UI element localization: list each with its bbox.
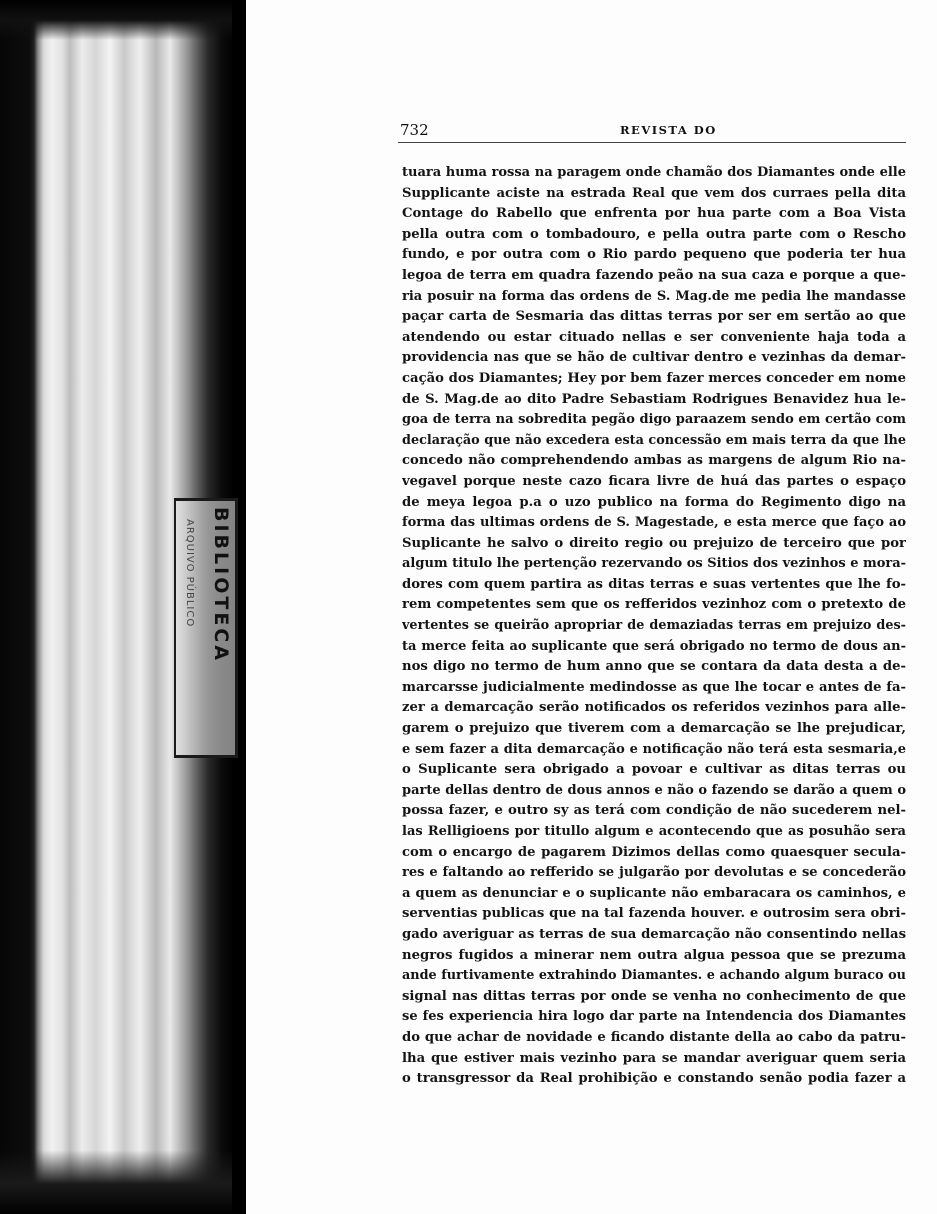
text-line: ta merce feita ao suplicante que será obrigado no termo de dous an- — [402, 638, 906, 654]
text-line: o Suplicante sera obrigado a povoar e cultivar as ditas terras ou — [402, 762, 906, 778]
text-line: tuara huma rossa na paragem onde chamão dos Diamantes onde elle — [402, 165, 906, 180]
body-text — [402, 163, 906, 1090]
text-line: nos digo no termo de hum anno que se contara da data desta a de- — [402, 659, 906, 675]
text-line: o transgressor da Real prohibição e constando senão podia fazer a — [402, 1071, 906, 1087]
text-line: signal nas dittas terras por onde se venha no conhecimento de que — [402, 988, 906, 1004]
library-stamp-subtext: ARQUIVO PÚBLICO — [184, 519, 195, 628]
text-line: e sem fazer a dita demarcação e notificação não terá esta sesmaria,e — [402, 741, 906, 757]
text-line: gado averiguar as terras de sua demarcação não consentindo nellas — [402, 926, 906, 942]
text-line: a quem as denunciar e o suplicante não embaracara os caminhos, e — [402, 885, 906, 901]
text-line: lha que estiver mais vezinho para se mandar averiguar quem seria — [402, 1050, 906, 1066]
header-rule — [398, 142, 906, 143]
text-line: serventias publicas que na tal fazenda houver. e outrosim sera obri- — [402, 906, 906, 922]
text-line: pella outra com o tombadouro, e pella outra parte com o Rescho — [402, 226, 906, 242]
text-line: Supplicante aciste na estrada Real que vem dos curraes pella dita — [402, 185, 906, 201]
text-line: do que achar de novidade e ficando distante della ao cabo da patru- — [402, 1029, 906, 1045]
text-line: negros fugidos a minerar nem outra algua pessoa que se prezuma — [402, 947, 906, 963]
text-line: las Relligioens por titullo algum e acontecendo que as posuhão sera — [402, 824, 906, 839]
text-line: marcarsse judicialmente medindosse as que lhe tocar e antes de fa- — [402, 679, 906, 695]
text-line: Contage do Rabello que enfrenta por hua parte com a Boa Vista — [402, 206, 906, 222]
text-line: goa de terra na sobredita pegão digo paraazem sendo em certão com — [402, 412, 906, 428]
text-line: declaração que não excedera esta concessão em mais terra da que lhe — [402, 432, 906, 448]
text-line: com o encargo de pagarem Dizimos dellas como quaesquer secula- — [402, 844, 906, 860]
text-line: de meya legoa p.a o uzo publico na forma do Regimento digo na — [402, 494, 906, 510]
page-number: 732 — [400, 121, 429, 139]
running-title: REVISTA DO — [620, 123, 717, 137]
text-line: Suplicante he salvo o direito regio ou prejuizo de terceiro que por — [402, 535, 906, 551]
gutter-top-shadow — [0, 0, 245, 40]
text-line: vegavel porque neste cazo ficara livre de huá das partes o espaço — [402, 473, 906, 489]
text-line: possa fazer, e outro sy as terá com condição de não sucederem nel- — [402, 803, 906, 819]
text-line: garem o prejuizo que tiverem com a demarcação se lhe prejudicar, — [402, 721, 906, 737]
gutter-bottom-shadow — [0, 1150, 245, 1214]
text-line: de S. Mag.de ao dito Padre Sebastiam Rodrigues Benavidez hua le- — [402, 391, 906, 407]
text-line: fundo, e por outra com o Rio pardo pequeno que poderia ter hua — [402, 247, 906, 263]
text-line: vertentes se queirão apropriar de demaziadas terras em prejuizo des- — [402, 618, 906, 634]
text-line: legoa de terra em quadra fazendo peão na sua caza e porque a que- — [402, 267, 906, 283]
text-line: algum titulo lhe pertenção rezervando os Sitios dos vezinhos e mora- — [402, 556, 906, 572]
text-line: se fes experiencia hira logo dar parte na Intendencia dos Diamantes — [402, 1009, 906, 1025]
text-line: paçar carta de Sesmaria das dittas terras por ser em sertão ao que — [402, 309, 906, 325]
text-line: ria posuir na forma das ordens de S. Mag.de me pedia lhe mandasse — [402, 288, 906, 304]
text-line: forma das ultimas ordens de S. Magestade, e esta merce que faço ao — [402, 515, 906, 531]
library-stamp — [174, 498, 238, 758]
text-line: ande furtivamente extrahindo Diamantes. e achando algum buraco ou — [402, 968, 906, 984]
text-line: atendendo ou estar cituado nellas e ser conveniente haja toda a — [402, 329, 906, 345]
text-line: zer a demarcação serão notificados os referidos vezinhos para alle- — [402, 700, 906, 716]
library-stamp-text: BIBLIOTECA — [210, 507, 232, 663]
text-line: providencia nas que se hão de cultivar dentro e vezinhas da demar- — [402, 350, 906, 366]
text-line: res e faltando ao refferido se julgarão por devolutas e se concederão — [402, 865, 906, 881]
text-line: concedo não comprehendendo ambas as margens de algum Rio na- — [402, 453, 906, 469]
text-line: parte dellas dentro de dous annos e não o fazendo se darão a quem o — [402, 782, 906, 798]
text-line: rem competentes sem que os refferidos vezinhoz com o pretexto de — [402, 597, 906, 613]
text-line: dores com quem partira as ditas terras e suas vertentes que lhe fo- — [402, 576, 906, 592]
text-line: cação dos Diamantes; Hey por bem fazer merces conceder em nome — [402, 370, 906, 386]
